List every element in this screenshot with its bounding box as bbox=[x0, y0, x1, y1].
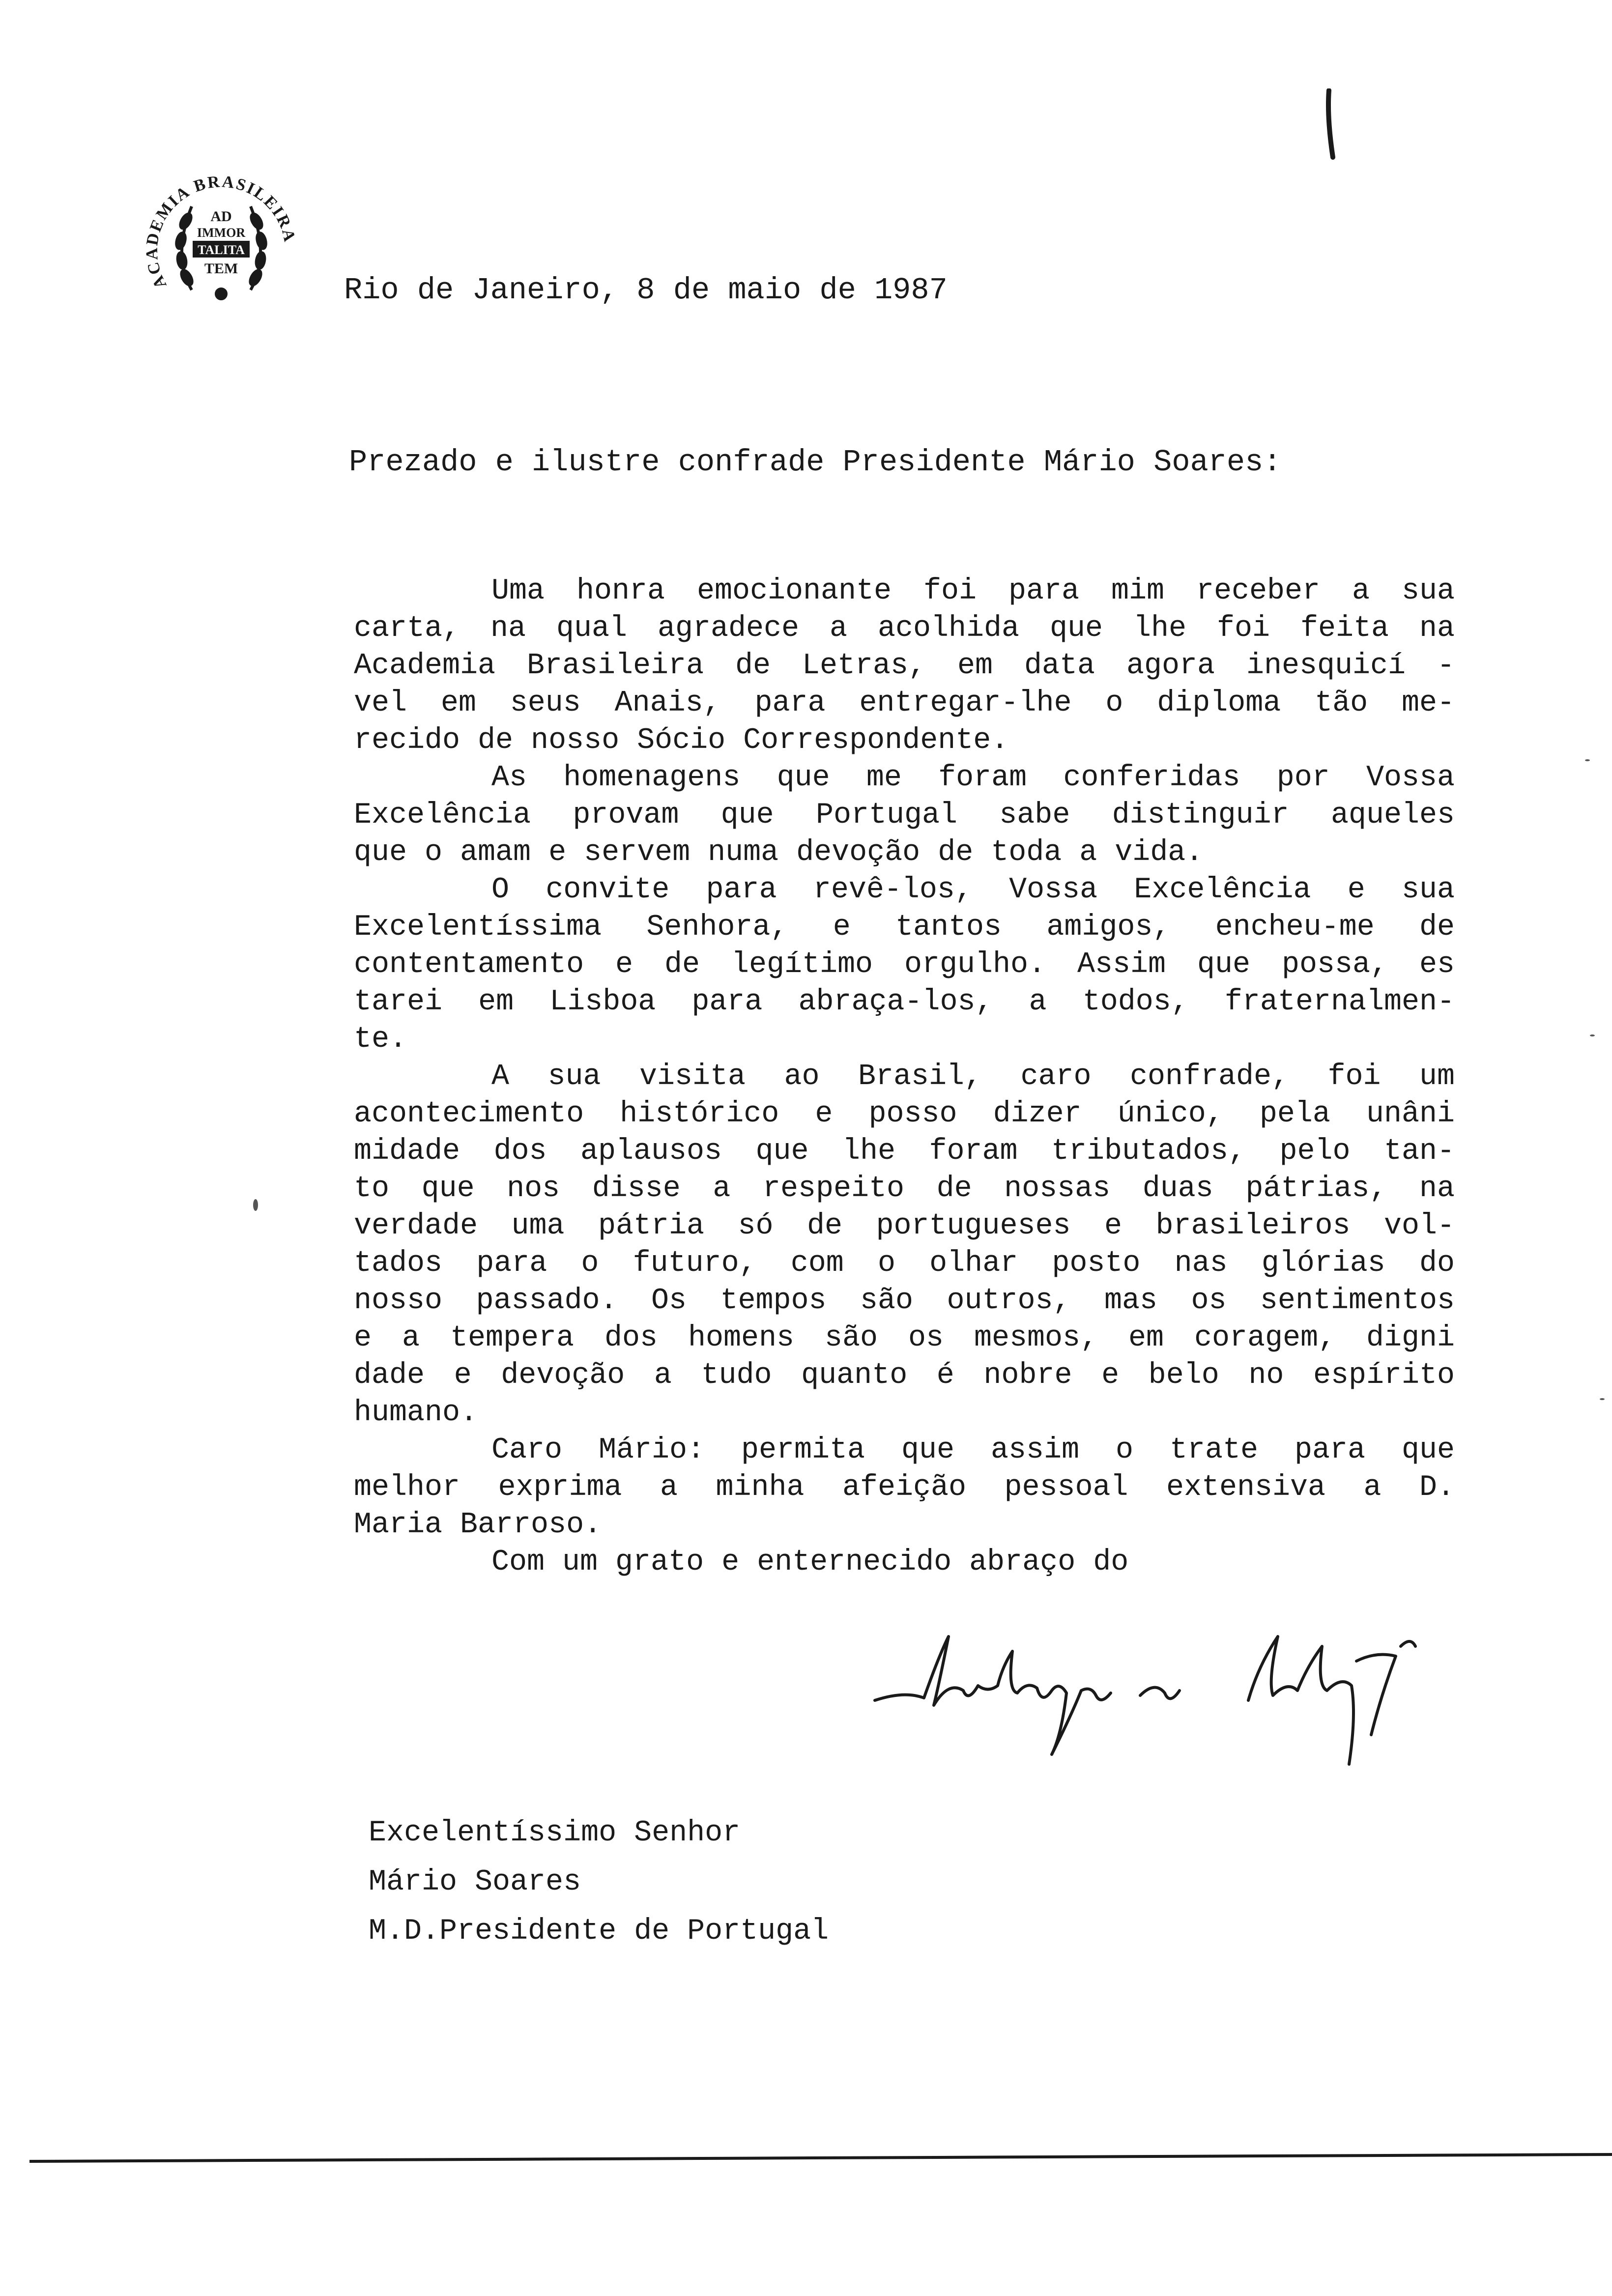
body-line: Com um grato e enternecido abraço do bbox=[491, 1546, 1129, 1579]
scan-speck bbox=[1590, 1034, 1595, 1036]
page-number-mark bbox=[1322, 88, 1342, 162]
body-line: te. bbox=[354, 1023, 407, 1056]
body-line: Excelentíssima Senhora, e tantos amigos, encheu-me de bbox=[354, 911, 1455, 944]
bottom-rule-line bbox=[29, 2153, 1612, 2163]
body-line: Uma honra emocionante foi para mim receber a sua bbox=[491, 574, 1455, 608]
body-line: humano. bbox=[354, 1396, 478, 1430]
svg-text:TEM: TEM bbox=[204, 260, 238, 277]
scan-speck bbox=[253, 1199, 258, 1211]
addressee-line: Excelentíssimo Senhor bbox=[369, 1816, 741, 1850]
addressee-line: Mário Soares bbox=[369, 1866, 581, 1899]
handwritten-signature bbox=[865, 1607, 1484, 1774]
body-line: e a tempera dos homens são os mesmos, em coragem, digni bbox=[354, 1321, 1455, 1355]
body-line: tados para o futuro, com o olhar posto nas glórias do bbox=[354, 1247, 1455, 1280]
body-line: vel em seus Anais, para entregar-lhe o diploma tão me- bbox=[354, 687, 1455, 720]
letter-body bbox=[354, 573, 1455, 1581]
body-line: A sua visita ao Brasil, caro confrade, foi um bbox=[491, 1060, 1455, 1093]
body-line: Caro Mário: permita que assim o trate para que bbox=[491, 1434, 1455, 1467]
body-line: nosso passado. Os tempos são outros, mas os sentimentos bbox=[354, 1284, 1455, 1318]
body-line: Maria Barroso. bbox=[354, 1508, 602, 1542]
scan-speck bbox=[1585, 759, 1590, 761]
body-line: recido de nosso Sócio Correspondente. bbox=[354, 724, 1009, 757]
svg-text:IMMOR: IMMOR bbox=[197, 226, 246, 240]
salutation: Prezado e ilustre confrade Presidente Mário Soares: bbox=[349, 445, 1282, 480]
body-line: melhor exprima a minha afeição pessoal extensiva a D. bbox=[354, 1471, 1455, 1504]
body-line: carta, na qual agradece a acolhida que lhe foi feita na bbox=[354, 612, 1455, 645]
body-line: As homenagens que me foram conferidas por Vossa bbox=[491, 761, 1455, 795]
scan-speck bbox=[1600, 1398, 1605, 1400]
academia-seal-logo bbox=[138, 162, 305, 329]
body-line: Excelência provam que Portugal sabe distinguir aqueles bbox=[354, 799, 1455, 832]
body-line: Academia Brasileira de Letras, em data agora inesquicí - bbox=[354, 649, 1455, 683]
body-line: que o amam e servem numa devoção de toda a vida. bbox=[354, 836, 1204, 869]
body-line: verdade uma pátria só de portugueses e brasileiros vol- bbox=[354, 1209, 1455, 1243]
svg-text:ACADEMIA BRASILEIRA: ACADEMIA BRASILEIRA bbox=[143, 172, 299, 292]
svg-text:TALITA: TALITA bbox=[198, 243, 245, 257]
body-line: tarei em Lisboa para abraça-los, a todos, fraternalmen- bbox=[354, 985, 1455, 1019]
body-line: O convite para revê-los, Vossa Excelência e sua bbox=[491, 873, 1455, 907]
addressee-line: M.D.Presidente de Portugal bbox=[369, 1915, 829, 1948]
body-line: contentamento e de legítimo orgulho. Assim que possa, es bbox=[354, 948, 1455, 981]
body-line: to que nos disse a respeito de nossas duas pátrias, na bbox=[354, 1172, 1455, 1205]
date-line: Rio de Janeiro, 8 de maio de 1987 bbox=[344, 273, 948, 308]
svg-text:AD: AD bbox=[210, 208, 232, 225]
body-line: acontecimento histórico e posso dizer único, pela unâni bbox=[354, 1097, 1455, 1131]
addressee-block bbox=[369, 1808, 829, 1956]
body-line: dade e devoção a tudo quanto é nobre e belo no espírito bbox=[354, 1359, 1455, 1392]
body-line: midade dos aplausos que lhe foram tributados, pelo tan- bbox=[354, 1135, 1455, 1168]
